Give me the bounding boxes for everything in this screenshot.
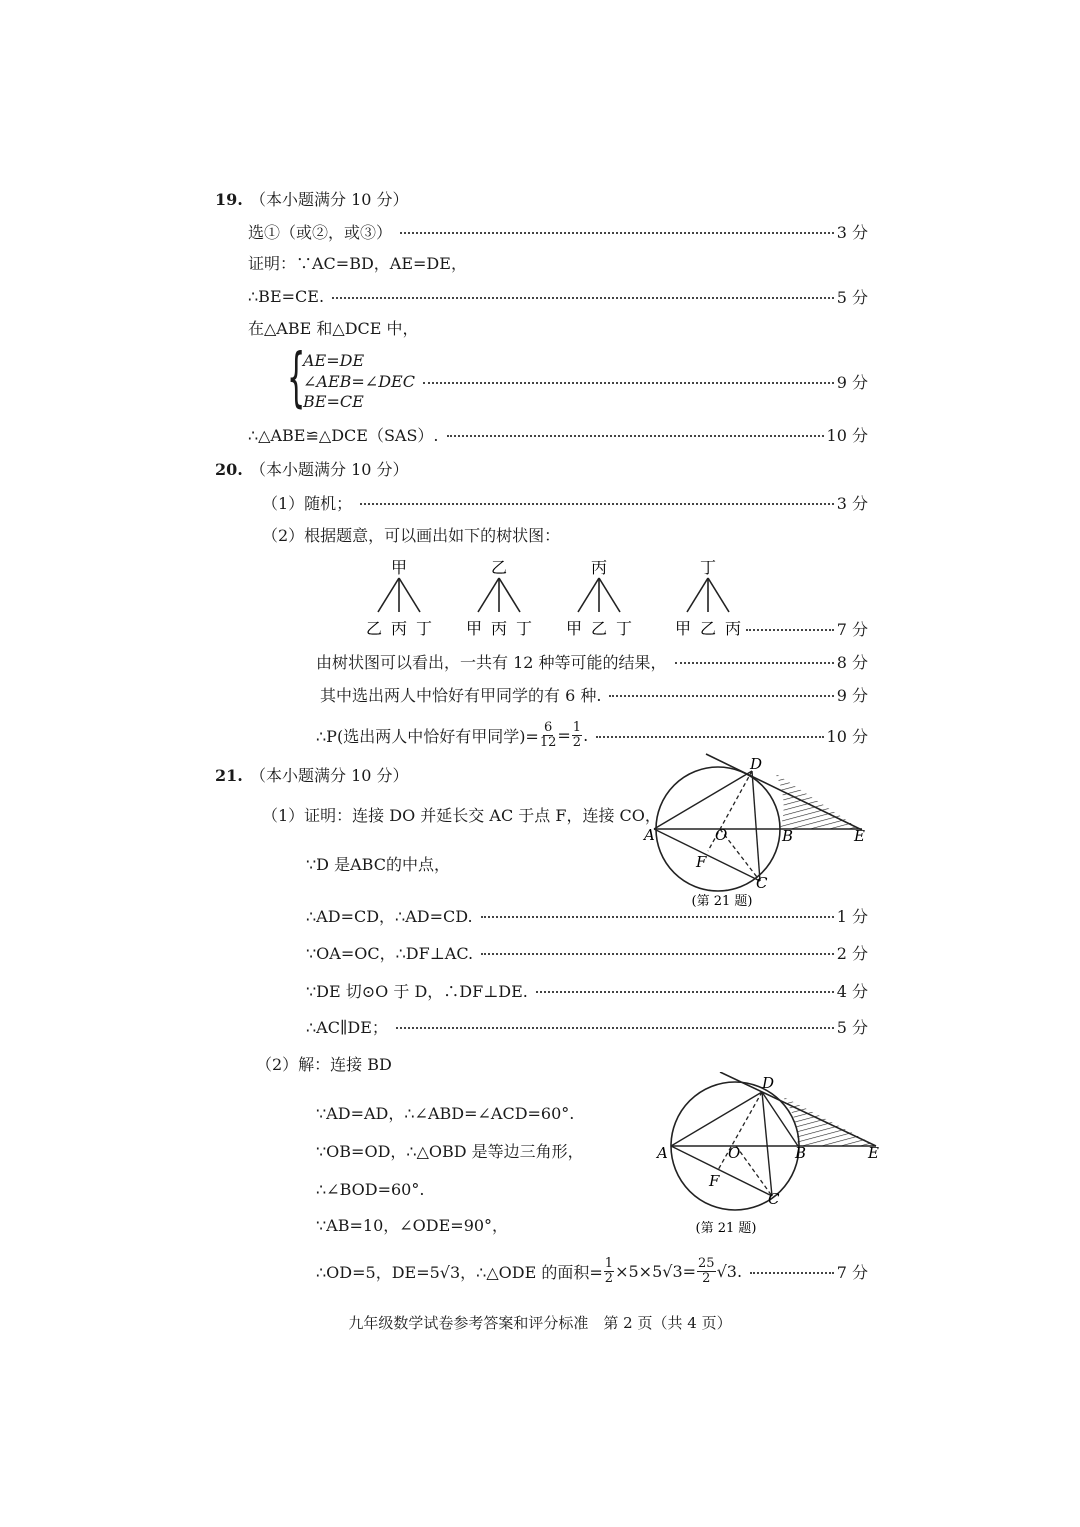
system-brace: { [287,341,306,415]
q21-header: （本小题满分 10 分） [250,766,409,785]
q21-p1-line6-text: ∴AC∥DE； [306,1017,388,1037]
chord-ac [654,829,760,881]
q19-system-eq2: ∠AEB=∠DEC [303,371,415,391]
label-a: A [657,1144,668,1162]
tree-1-root: 甲 [390,558,408,577]
q20-line4-points: 9 分 [836,685,868,705]
q21-number: 21. [215,766,243,785]
q21-p1-line5 [306,979,868,1001]
label-e: E [868,1144,879,1162]
q19-line5-points: 10 分 [826,425,868,445]
frac-num: 25 [698,1255,715,1271]
tree-2-root: 乙 [490,558,508,577]
tree-3 [566,558,632,638]
geometry-figure-2 [652,1072,892,1244]
tree-4-leaf-1: 甲 [674,619,692,638]
q21-p2-line5: ∵AB=10，∠ODE=90°， [316,1216,509,1235]
q19-line1-text: 选①（或②，或③） [248,222,393,242]
q20-line3-points: 8 分 [836,652,868,672]
chord-dc [762,1092,772,1196]
q21-p1-line4-text: ∵OA=OC，∴DF⊥AC. [306,943,474,963]
page-footer: 九年级数学试卷参考答案和评分标准 第 2 页（共 4 页） [348,1314,732,1332]
label-b: B [782,827,794,845]
frac-den: 2 [572,734,582,750]
q21-p1-line4 [306,941,868,963]
q21-p1-line2: ∵D 是ABC的中点， [306,855,450,874]
tree-4-root: 丁 [699,558,717,577]
tree-3-leaf-2: 乙 [590,619,608,638]
q19-system-eq2-row [303,370,868,392]
q20-line5-prefix: ∴P(选出两人中恰好有甲同学)= [316,726,539,746]
q21-p1-line5-points: 4 分 [836,981,868,1001]
q20-number: 20. [215,460,243,479]
chord-ad [671,1092,762,1146]
tree-3-leaf-3: 丁 [615,619,633,638]
frac-den: 12 [539,734,557,750]
q19-line3-points: 5 分 [836,287,868,307]
q19-header: （本小题满分 10 分） [250,190,409,209]
q19-line3-text: ∴BE=CE. [248,286,325,306]
tree-3-root: 丙 [590,558,608,577]
q21-p2-line6-a: ∴OD=5，DE=5√3，∴△ODE 的面积= [316,1262,603,1282]
q19-system-eq1: AE=DE [303,351,365,370]
q20-header: （本小题满分 10 分） [250,460,409,479]
q19-system-points: 9 分 [836,372,868,392]
tree-1 [366,558,432,638]
q20-line5 [316,720,868,750]
label-o: O [715,826,728,844]
label-f: F [709,1172,720,1190]
q20-line1-text: （1）随机； [262,493,353,513]
chord-dc [752,771,760,881]
fraction-1-2 [604,1257,614,1286]
fraction-1-2 [572,721,582,750]
q21-p2-line6-points: 7 分 [836,1262,868,1282]
q21-p2-line1: （2）解：连接 BD [256,1055,392,1074]
frac-num: 1 [604,1255,614,1271]
fraction-25-2 [697,1257,716,1286]
q19-line5-text: ∴△ABE≌△DCE（SAS）. [248,425,439,445]
label-d: D [750,755,763,773]
dashed-oc [736,1146,772,1196]
label-b: B [795,1144,807,1162]
q21-p1-line3-points: 1 分 [836,906,868,926]
tree-1-leaf-2: 丙 [390,619,408,638]
q21-p2-line3: ∵OB=OD，∴△OBD 是等边三角形， [316,1142,584,1161]
frac-num: 6 [543,719,553,735]
q19-line3 [248,285,868,307]
q21-p2-line2: ∵AD=AD，∴∠ABD=∠ACD=60°. [316,1104,575,1123]
q19-line2: 证明：∵AC=BD，AE=DE， [248,254,467,273]
label-f: F [696,853,707,871]
tree-2-leaf-3: 丁 [515,619,533,638]
label-e: E [854,827,865,845]
q19-system-eq3: BE=CE [303,392,364,411]
frac-den: 2 [604,1270,614,1286]
equals: = [557,725,571,745]
tree-1-leaf-1: 乙 [365,619,383,638]
q21-p1-line6-points: 5 分 [836,1017,868,1037]
fraction-6-12 [540,721,557,750]
q21-p2-line6-tail: √3. [716,1261,743,1281]
label-a: A [644,826,655,844]
frac-den: 2 [702,1270,711,1286]
q19-line1 [248,220,868,242]
q21-p2-line6 [316,1255,868,1287]
label-c: C [756,874,768,892]
q21-p1-line5-text: ∵DE 切⊙O 于 D，∴DF⊥DE. [306,981,528,1001]
tree-3-leaf-1: 甲 [565,619,583,638]
tree-2 [466,558,532,638]
label-o: O [728,1144,741,1162]
caption-2: (第 21 题) [695,1221,757,1236]
q20-line4 [320,683,868,705]
tree-4 [675,558,741,638]
q21-p1-line4-points: 2 分 [836,943,868,963]
q20-line3-text: 由树状图可以看出，一共有 12 种等可能的结果， [316,652,667,672]
tree-1-leaf-3: 丁 [415,619,433,638]
q21-p2-line4: ∴∠BOD=60°. [316,1180,425,1199]
q21-p1-line1: （1）证明：连接 DO 并延长交 AC 于点 F，连接 CO， [262,806,661,825]
shaded-region [782,1096,877,1146]
q20-tree-points: 7 分 [836,619,868,639]
q20-tree-points-row [746,617,868,639]
tree-4-leaf-2: 乙 [699,619,717,638]
q20-line4-text: 其中选出两人中恰好有甲同学的有 6 种. [320,685,602,705]
tree-4-leaf-3: 丙 [724,619,742,638]
label-d: D [762,1074,775,1092]
label-c: C [768,1190,780,1208]
q20-line1 [262,491,868,513]
shaded-region [775,773,860,829]
caption-1: (第 21 题) [691,894,753,909]
q19-line4: 在△ABE 和△DCE 中， [248,319,419,338]
q20-line2: （2）根据题意，可以画出如下的树状图： [262,526,561,545]
q19-line1-points: 3 分 [836,222,868,242]
q20-line3 [316,650,868,672]
q19-line5 [248,423,868,445]
frac-num: 1 [572,719,582,735]
geometry-figure-1 [640,750,880,915]
tree-2-leaf-2: 丙 [490,619,508,638]
q20-line5-points: 10 分 [826,726,868,746]
q20-line1-points: 3 分 [836,493,868,513]
q21-p2-line6-mid: ×5×5√3= [615,1261,697,1281]
q21-p1-line3-text: ∴AD=CD，∴AD=CD. [306,906,473,926]
period: . [583,725,589,745]
q19-number: 19. [215,190,243,209]
chord-ad [654,771,752,829]
tree-2-leaf-1: 甲 [465,619,483,638]
q21-p1-line6 [306,1015,868,1037]
